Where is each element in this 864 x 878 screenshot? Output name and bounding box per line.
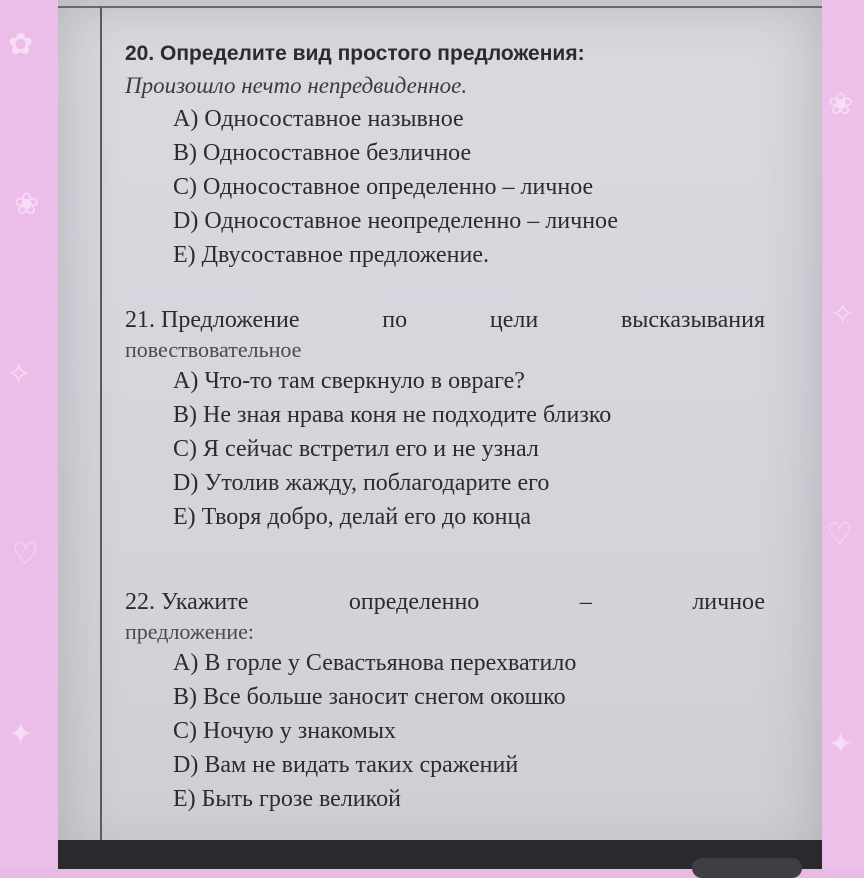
option-b: В) Все больше заносит снегом окошко	[173, 684, 566, 710]
question-20-title: 20. Определите вид простого предложения:	[125, 42, 585, 65]
star-doodle-icon: ✧	[6, 357, 32, 392]
sparkle-doodle-icon: ✦	[828, 727, 854, 762]
top-border-line	[58, 6, 822, 8]
option-d: D) Вам не видать таких сражений	[173, 752, 519, 778]
question-22-title	[125, 586, 765, 618]
question-21-title-continuation: повествовательное	[125, 337, 302, 362]
question-22-title-continuation: предложение:	[125, 619, 254, 644]
question-21-title-word: высказывания	[620, 307, 765, 333]
question-22-options	[173, 646, 765, 816]
margin-line	[100, 6, 102, 840]
bottom-dark-strip	[58, 840, 822, 869]
option-b: В) Односоставное безличное	[173, 140, 472, 166]
option-c: С) Ночую у знакомых	[173, 718, 396, 744]
option-a: А) Что-то там сверкнуло в овраге?	[173, 368, 525, 394]
question-22	[125, 586, 765, 816]
option-c: С) Я сейчас встретил его и не узнал	[173, 436, 539, 462]
option-a: А) Односоставное назывное	[173, 106, 464, 132]
question-22-title-word: –	[579, 589, 592, 615]
heart-doodle-icon: ♡	[826, 517, 853, 552]
question-21-title-word: цели	[489, 307, 539, 333]
question-20-options	[173, 102, 765, 272]
option-d: D) Утолив жажду, поблагодарите его	[173, 470, 550, 496]
left-background-panel	[0, 0, 58, 869]
overlay-pill	[692, 858, 802, 878]
question-21-title-word: 21. Предложение	[125, 307, 300, 333]
question-20-sentence: Произошло нечто непредвиденное.	[125, 73, 468, 98]
option-e: Е) Двусоставное предложение.	[173, 242, 490, 268]
option-b: В) Не зная нрава коня не подходите близко	[173, 402, 612, 428]
option-d: D) Односоставное неопределенно – личное	[173, 208, 618, 234]
question-21-title	[125, 304, 765, 336]
option-e: Е) Быть грозе великой	[173, 786, 401, 812]
option-e: Е) Творя добро, делай его до конца	[173, 504, 531, 530]
option-a: А) В горле у Севастьянова перехватило	[173, 650, 577, 676]
question-22-title-word: личное	[692, 589, 765, 615]
question-21-options	[173, 364, 765, 534]
question-22-title-word: 22. Укажите	[125, 589, 249, 615]
star-doodle-icon: ✧	[830, 297, 856, 332]
heart-doodle-icon: ♡	[12, 537, 39, 572]
option-c: С) Односоставное определенно – личное	[173, 174, 594, 200]
question-20	[125, 38, 765, 272]
question-21	[125, 304, 765, 534]
sparkle-doodle-icon: ✦	[8, 717, 34, 752]
cat-doodle-icon: ✿	[8, 27, 34, 62]
question-22-title-word: определенно	[348, 589, 480, 615]
right-background-panel	[822, 0, 864, 869]
flower-doodle-icon: ❀	[828, 87, 854, 122]
flower-doodle-icon: ❀	[14, 187, 40, 222]
question-21-title-word: по	[382, 307, 408, 333]
